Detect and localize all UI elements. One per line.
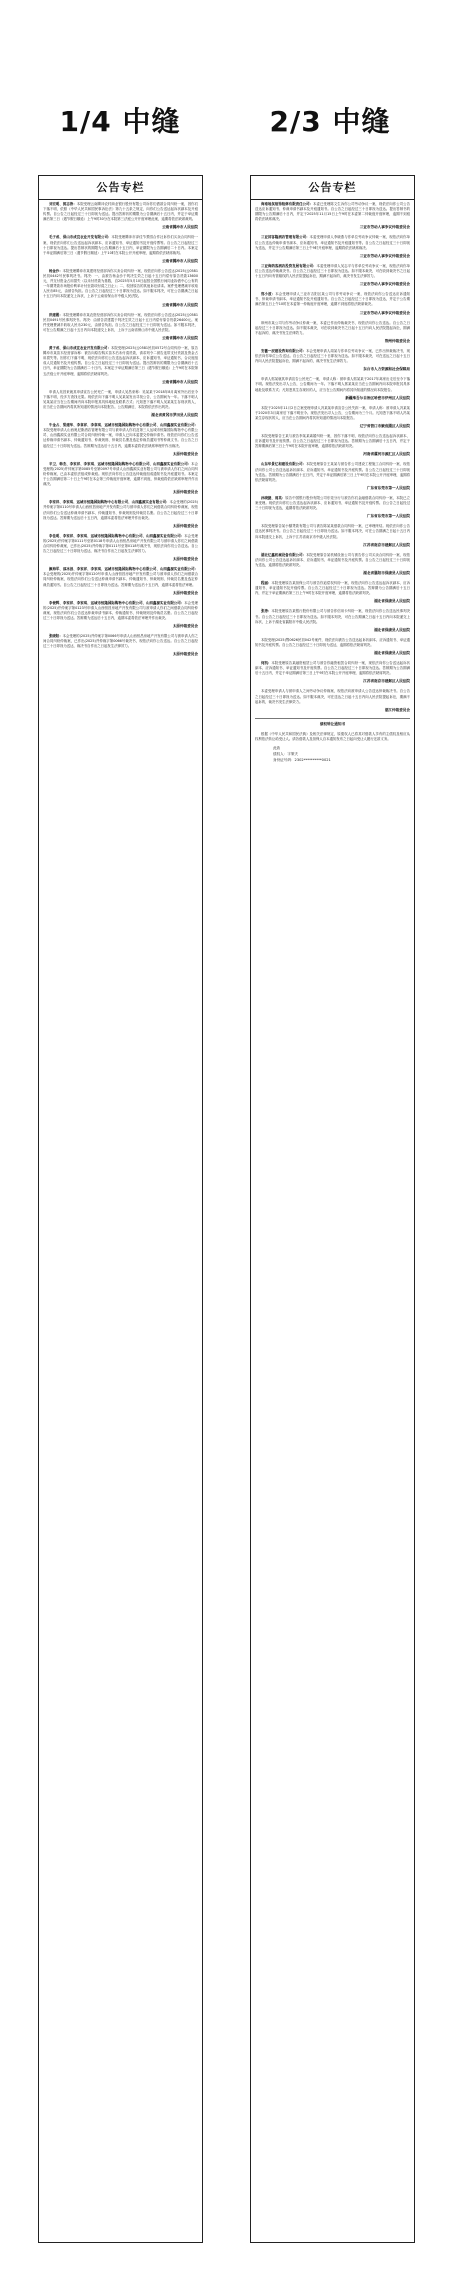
notice-paragraph <box>255 581 410 596</box>
notice-issuer: 湖北省保康县人民法院 <box>374 599 410 604</box>
notice-paragraph <box>255 553 410 568</box>
notice-addressee: 洪建霞： <box>49 312 63 317</box>
notice-paragraph <box>43 534 198 554</box>
notice-paragraph <box>255 661 410 676</box>
notice-body: 本会受理的(2025)并仲案字第0120号申请人山西恒昌房地产开发有限公司与被申请人你们之间借款合同纠纷仲裁案，现依法向你们公告送达仲裁申请书副本、仲裁通知书、仲裁规则、仲裁员名册及选定仲裁员通知书。自公告之日起经过三十日即视为送达。答辩期为送达后十五日内，逾期本委将依法审理。 <box>43 572 198 587</box>
footer-salutation: 此致 <box>273 746 281 751</box>
notice-issuer: 荆州仲裁委员会 <box>384 338 410 343</box>
notice-paragraph <box>255 264 410 279</box>
notice-body: 本院于2025年11月2日立案受理申请人冯某某申请宣告公民失踪一案，申请人称：被申请人冯某某于2020年3月离家后下落不明至今。现依法发出寻人公告，公告期间为三个月。凡知悉下落不明人冯某某生存现状的人，应当在公告期间内将其所知道的情况向本院报告。 <box>255 405 410 420</box>
notice-body: 本会受理申请人周某与你单位劳动争议一案，已作出仲裁裁决书，现依法向你单位公告送达。自公告之日起经过三十日即视为送达。如不服本裁决，可在送达之日起十五日内向人民法院提起诉讼，期满不起诉的，裁决书发生法律效力。 <box>255 348 411 364</box>
notice-paragraph <box>43 462 198 487</box>
notice-body: 本院受理原告某小额贷款有限公司与被告陈某某借款合同纠纷一案，已审理终结。现依法向你公告送达民事判决书。自公告之日起经过三十日即视为送达。如不服本判决，可在公告期满之日起十五日内向本院递交上诉状，上诉于江苏省南京市中级人民法院。 <box>255 524 410 539</box>
notice-issuer: 太原仲裁委员会 <box>172 451 198 456</box>
notice-paragraph <box>255 609 410 624</box>
notice-issuer: 太原仲裁委员会 <box>172 523 198 528</box>
notice-paragraph <box>255 462 410 482</box>
notice-body: 本委受理申请人与被申请人之间劳动争议仲裁案，现依法向被申请人公告送达仲裁裁决书。自公告之日起经过三十日即视为送达。如不服本裁决，可在送达之日起十五日内向人民法院提起诉讼，期满不起诉的，裁决书发生法律效力。 <box>255 689 410 704</box>
notice-paragraph <box>43 346 198 377</box>
notice-body: 申请人吴昌来就其申请宣告公民死亡一案，申请人吴昌来称：吴某某于2018年8月离家外出后至今下落不明，经多方查找无果。现依法向下落不明人吴某某发出寻找公告，公告期间为一年。下落不明人吴某某应当在公告期间内向本院申报其具体地址及联系方式；凡知悉下落不明人吴某某生存现状的人，应当在公告期间内将其所知道的情况向本院报告。公告期满后，本院将依法作出判决。 <box>43 389 198 409</box>
notice-paragraph <box>255 292 410 307</box>
notice-body: 本院受理腾冲市某建材经营部诉你买卖合同纠纷一案，现依法向你公告送达(2025)云0581民初0442号民事判决书。判决：一、由被告杨金沙于判决生效之日起十五日内偿付原告货款13600元，并支付资金占用损失（以未付货款为基数，自2025年5月10日起按全国银行间同业拆借中心公布的一年期贷款市场报价利率计付至款项付清之日止）；二、驳回原告的其他诉讼请求。案件受理费减半收取人民币85元，由被告负担。自公告之日起经过三十日即视为送达。如不服本判决，可在公告期满之日起十五日内向本院递交上诉状，上诉于云南省保山市中级人民法院。 <box>43 268 199 299</box>
notice-body: 本会受理的(2025)并仲案字第0066号申请人山西恒昌房地产开发有限公司与被申请人你之间合同纠纷仲裁案，已作出(2025)并仲裁字第0066号裁决书，现依法向你公告送达。自公告之日起经过三十日即视为送达，裁决书自作出之日起发生法律效力。 <box>43 634 199 649</box>
notice-column-right <box>250 175 415 2243</box>
notice-body: 本院受理原告某融资租赁公司与被告你融资租赁合同纠纷一案，现依法向你公告送达起诉状副本、应诉通知书、举证通知书及开庭传票。自公告之日起经过三十日即视为送达。答辩期为公告期满后十五日内，并定于举证期满后第三日上午9时在本院公开开庭审理，逾期将依法缺席判决。 <box>255 661 411 676</box>
notice-body: 本委已受理陈文生诉你公司劳动争议一案，现依法向你公司公告送达应诉通知书、仲裁申请书副本及开庭通知书。自公告之日起经过三十日即视为送达。提出答辩书的期限为公告期满后十日内，并定于2025年11月15日上午9时在本委第二仲裁庭开庭审理，逾期不到庭将依法缺席裁决。 <box>255 202 411 222</box>
notice-body: 本委受理申请人李晓燕与你单位劳动争议仲裁一案，现依法向你单位公告送达仲裁申请书副本、应诉通知书、举证通知书及开庭通知书等。自公告之日起经过三十日即视为送达，并定于公告期满后第三日上午9时开庭审理，逾期将依法缺席裁决。 <box>255 235 411 250</box>
notice-issuer: 广东省东莞市第一人民法院 <box>366 514 410 519</box>
notice-paragraph <box>255 496 410 511</box>
size-label-quarter: 1/4 中缝 <box>59 105 181 138</box>
notice-paragraph <box>255 406 410 421</box>
notice-issuer: 云南省腾冲市人民法院 <box>162 379 198 384</box>
notice-body: 原告中国银行股份有限公司东莞分行与被告你们金融借款合同纠纷一案，本院已立案受理。现依法向你们公告送达起诉状副本、应诉通知书、举证通知书及开庭传票。自公告之日起经过三十日即视为送达，逾期将依法缺席判决。 <box>255 495 411 511</box>
notice-paragraph <box>43 601 198 621</box>
notice-list <box>39 200 202 667</box>
notice-paragraph <box>43 567 198 587</box>
notice-paragraph <box>43 500 198 520</box>
notice-addressee: 海南地氛装饰装修有限责任公司： <box>261 202 314 206</box>
notice-paragraph <box>255 434 410 449</box>
notice-body: 本院受理申请人山西奥尼斯酒店管理有限公司与被申请人你们及第三人运城市恒隆国际购物中心有限公司、山西鑫源实业有限公司合同纠纷仲裁一案，申请人已向本委提交仲裁申请书。现依法向你们公告送达仲裁申请书副本、仲裁通知书、仲裁规则、仲裁员名册及选定仲裁员通知书等仲裁文书。自公告之日起经过三十日即视为送达。答辩期为送达后十五日内，逾期本委将依法缺席审理并作出裁决。 <box>43 428 198 448</box>
notice-paragraph <box>43 202 198 222</box>
notice-issuer: 三亚市劳动人事争议仲裁委员会 <box>359 310 410 315</box>
notice-addressee: 刘宏明、郭志涛： <box>49 202 77 206</box>
notice-issuer: 新疆维吾尔自治区哈密市伊州区人民法院 <box>345 395 410 400</box>
column-header: 公告专栏 <box>251 176 414 200</box>
notice-body: 申请人郭某就其申请宣告公民死亡一案，申请人称：被申请人郭某某于2017年离家出走后至今下落不明。现依法发出寻人公告，公告期间为一年。下落不明人郭某某应当在公告期间内向本院申报其具体地址及联系方式；凡知悉其生存现状的人，应当在公告期间内将其所知道的情况向本院报告。 <box>255 377 410 392</box>
notice-paragraph <box>43 423 198 448</box>
notice-body: 本院受理原告某银行股份有限公司与被告你信用卡纠纷一案，现依法向你公告送达民事判决书。自公告之日起经过三十日即视为送达。如不服本判决，可在公告期满之日起十五日内向本院递交上诉状，上诉于湖北省襄阳市中级人民法院。 <box>255 609 411 624</box>
notice-addressee: 黄子成、保山市成宜农业开发有限公司： <box>49 346 111 351</box>
notice-paragraph <box>255 321 410 336</box>
notice-issuer: 云南省腾冲市人民法院 <box>162 258 198 263</box>
notice-issuer: 湛江仲裁委员会 <box>384 707 410 712</box>
notice-body: 本院受理原告王某某与被告你公司建设工程施工合同纠纷一案，现依法向你公司公告送达起诉状副本、应诉通知书、举证通知书及开庭传票。自公告之日起经过三十日即视为送达。答辩期为公告期满后十五日内，并定于举证期满后第三日上午9时在本院公开开庭审理，逾期将依法缺席判决。 <box>255 462 411 482</box>
notice-issuer: 太原仲裁委员会 <box>172 652 198 657</box>
notice-issuer: 太原仲裁委员会 <box>172 624 198 629</box>
notice-addressee: 程丽： <box>261 581 272 586</box>
notice-issuer: 湖北省保康县人民法院 <box>374 627 410 632</box>
notice-addressee: 湖北亿鑫机械设备有限公司： <box>261 552 307 557</box>
notice-body: 荆州市某公司与你劳动争议仲裁一案，本委已作出仲裁裁决书，现依法向你公告送达。自公告之日起经过三十日即视为送达。如不服本裁决，可在收到裁决书之日起十五日内向人民法院提起诉讼，期满不起诉的，裁决书发生法律效力。 <box>255 320 410 335</box>
notice-body: 本会受理的(2025)并仲案字第0085号至第0097号申请人山西鑫源实业有限公司与被申请人你们之间合同纠纷仲裁案，已由本委依法组成仲裁庭。现依法向你们公告送达仲裁庭组成通知书及开庭通知书。本案定于公告期满后第二十日上午9时在本会第三仲裁庭开庭审理，逾期不到庭，仲裁庭将依法缺席审理并作出裁决。 <box>43 461 198 487</box>
notice-addressee: 三亚海纳客酒店投资发展有限公司： <box>261 263 317 268</box>
notice-body: 本院受理原告王某与被告李某某离婚纠纷一案，因你下落不明，现依法向你公告送达起诉状副本、应诉通知书及开庭传票。自公告之日起经过三十日即视为送达。答辩期为公告期满后十五日内，并定于答辩期满后第三日上午9时在本院开庭审理，逾期将依法缺席判决。 <box>255 434 410 449</box>
notice-body: 本院受理腾冲市某农资经营部诉你买卖合同纠纷一案，现依法向你公告送达(2025)云0581民初0491号民事判决书。判决：由被告洪建霞于判决生效之日起十五日内偿付原告货款26400元。案件受理费减半收取人民币230元，由被告负担。自公告之日起经过三十日即视为送达。如不服本判决，可在公告期满之日起十五日内向本院递交上诉状，上诉于云南省保山市中级人民法院。 <box>43 312 199 332</box>
notice-issuer: 三亚市劳动人事争议仲裁委员会 <box>359 253 410 258</box>
notice-issuer: 三亚市劳动人事争议仲裁委员会 <box>359 282 410 287</box>
notice-body: 本会受理的(2025)并仲案字第0111号至第0118号申请人山西恒昌房地产开发有限公司与被申请人你们之间借款合同纠纷仲裁案，已作出(2025)并仲裁字第0111号至第0118号裁决书，现依法向你们公告送达。自公告之日起经过三十日即视为送达，裁决书自作出之日起发生法律效力。 <box>43 533 199 554</box>
notice-issuer: 太原仲裁委员会 <box>172 557 198 562</box>
notice-body: 本院受理(2025)鄂0626民初042号案件，现依法向被告公告送达起诉状副本、应诉通知书、举证通知书及开庭传票。自公告之日起经过三十日即视为送达，逾期将依法缺席判决。 <box>255 637 410 647</box>
notice-addressee: 郑小波： <box>261 292 276 297</box>
size-label-two-thirds: 2/3 中缝 <box>269 105 391 138</box>
notice-addressee: 毛子成、保山市成宜农业开发有限公司： <box>49 235 112 240</box>
notice-issuer: 湖北省襄阳市保康县人民法院 <box>363 570 410 575</box>
notice-paragraph <box>43 235 198 255</box>
notice-issuer: 湖北省保康县人民法院 <box>374 651 410 655</box>
notice-addressee: 安徽一辰建设咨询有限公司： <box>261 348 307 353</box>
notice-addressee: 山东华景亿和建设有限公司： <box>261 462 307 467</box>
notice-paragraph <box>255 638 410 648</box>
footer-heading: 债权转让通知书 <box>319 721 346 726</box>
notice-issuer: 江苏省南京市建邺区人民法院 <box>363 679 410 684</box>
notice-issuer: 云南省腾冲市人民法院 <box>162 225 198 230</box>
notice-issuer: 湖北省黄冈市罗田县人民法院 <box>151 413 198 418</box>
notice-issuer: 东台市人力资源和社会保障局 <box>363 367 410 372</box>
notice-addressee: 李佳明、李家祥、李家琪、运城市恒隆国际购物中心有限公司、山西鑫源实业有限公司： <box>49 533 185 538</box>
notice-issuer: 云南省腾冲市人民法院 <box>162 302 198 307</box>
notice-list <box>251 200 414 767</box>
notice-issuer: 云南省腾冲市人民法院 <box>162 335 198 340</box>
notice-body: 本院受理原告某机械设备公司与被告你公司买卖合同纠纷一案，现依法向你公司公告送达起诉状副本、应诉通知书、举证通知书及开庭传票。自公告之日起经过三十日即视为送达，逾期将依法缺席判决。 <box>255 552 411 567</box>
notice-addressee: 杨金沙： <box>49 268 63 273</box>
notice-addressee: 李俊辉、李家祥、李家琪、运城市恒隆国际购物中心有限公司、山西鑫源实业有限公司： <box>49 600 185 605</box>
notice-issuer: 河南省漯河市源汇区人民法院 <box>363 452 410 457</box>
notice-paragraph <box>43 269 198 300</box>
notice-body: 本院受理腾冲市泽佳节景园合作社诉你们买卖合同纠纷一案，现依法向你们公告送达起诉状副本、应诉通知书、举证通知书及开庭传票等。自公告之日起经过三十日即视为送达。提出答辩状的期限为公告期满后十五日内，举证期限为公告期满后二十日内。本案定于举证期满后第三日（遇节假日顺延）上午10时在本院公开开庭审理，逾期将依法缺席裁判。 <box>43 235 199 255</box>
notice-body: 本会受理申请人三亚市吉阳区某公司与你劳动争议一案，现依法向你公告送达应诉通知书、仲裁申请书副本、举证通知书及开庭通知书。自公告之日起经过三十日即视为送达，并定于公告期满后第五日上午10时在本委第一仲裁庭开庭审理，逾期不到庭将依法缺席裁决。 <box>255 292 411 307</box>
notice-body: 本委受理申请人吴志平与你单位劳动争议一案，现依法向你单位公告送达仲裁裁决书。自公告之日起经过三十日即视为送达。如不服本裁决，可在收到裁决书之日起十五日内向有管辖权的人民法院提起诉讼，期满不起诉的，裁决书发生法律效力。 <box>255 263 411 279</box>
notice-paragraph <box>43 634 198 649</box>
notice-issuer: 辽宁省营口市鲅鱼圈区人民法院 <box>359 424 410 428</box>
notice-addressee: 牛金占、梁建华、李章祥、李章琪、运城市恒隆国际购物中心有限公司、山西鑫源实业有限公司： <box>49 423 198 428</box>
notice-paragraph <box>43 313 198 333</box>
notice-body: 本院受理原告某担保公司与被告你追偿权纠纷一案，现依法向你公告送达起诉状副本、应诉通知书、举证通知书及开庭传票。自公告之日起经过三十日即视为送达。答辩期为公告期满后十五日内，并定于举证期满后第三日上午9时在本院开庭审理，逾期将依法缺席判决。 <box>255 581 411 596</box>
notice-addressee: 张涛： <box>261 609 272 614</box>
notice-addressee: 张晓阳： <box>49 634 63 639</box>
notice-addressee: 李家祥、李家琪、运城市恒隆国际购物中心有限公司、山西鑫源实业有限公司： <box>49 500 170 505</box>
notice-body: 本院受理(2025)云0581民初0572号合同纠纷一案，原告腾冲市某苗木经营部诉称：被告向原告购买苗木后未付清货款，请求判令二被告连带支付货款及资金占用损失等。因你们下落不明，现依法向你们公告送达起诉状副本、应诉通知书、举证通知书、合议庭组成人员通知书及开庭传票。自公告之日起经过三十日即视为送达。提出答辩状的期限为公告期满后十五日内，举证期限为公告期满后二十日内。本案定于举证期满后第三日（遇节假日顺延）上午9时在本院第五法庭公开开庭审理，逾期将依法缺席判决。 <box>43 346 199 376</box>
notice-issuer: 广东省东莞市第一人民法院 <box>366 485 410 490</box>
divider <box>255 718 410 719</box>
notice-body: 本院受理云南腾冲农村商业银行股份有限公司诉你们借款合同纠纷一案，因你们下落不明，依照《中华人民共和国民事诉讼法》第九十五条之规定，向你们公告送达起诉状副本及开庭传票。自公告之日起经过三十日即视为送达。提出答辩状的期限为公告期满后十五日内，并定于举证期满后第三日（遇节假日顺延）上午9时30分在本院第三法庭公开开庭审理此案，逾期将依法缺席裁判。 <box>43 202 199 222</box>
notice-addressee: 颜海军、邵冰剑、李家祥、李家琪、运城市恒隆国际购物中心有限公司、山西鑫源实业有限公司： <box>49 567 198 572</box>
notice-addressee: 辛卫、韩杰、李家祥、李家琪、运城市恒隆国际购物中心有限公司、山西鑫源实业有限公司： <box>49 461 192 466</box>
column-header: 公告专栏 <box>39 176 202 200</box>
footer-text: 根据《中华人民共和国民法典》及相关法律规定，原债权人已将其对借款人享有的主债权及相应从权利依法转让给受让人。请各借款人及担保人自本通知发布之日起向受让人履行还款义务。 <box>255 731 410 742</box>
notice-paragraph <box>255 235 410 250</box>
notice-addressee: 孙晓捷、周英： <box>261 495 286 500</box>
notice-paragraph <box>255 349 410 364</box>
notice-column-left <box>38 175 203 2243</box>
notice-paragraph <box>255 524 410 539</box>
notice-paragraph <box>255 689 410 704</box>
notice-paragraph <box>43 390 198 410</box>
notice-body: 本会受理的(2025)并仲案字第0110号申请人山西恒昌房地产开发有限公司与被申请人你们之间借款合同纠纷仲裁案，现依法向你们公告送达仲裁申请书副本、仲裁通知书、仲裁规则及仲裁员名册。自公告之日起经过三十日即视为送达。答辩期为送达后十五日内，逾期本委将依法审理并作出裁决。 <box>43 500 199 520</box>
notice-addressee: 何凯： <box>261 661 272 666</box>
notice-issuer: 三亚市劳动人事争议仲裁委员会 <box>359 225 410 230</box>
notice-body: 本会受理的(2025)并仲案字第0123号申请人山西恒昌房地产开发有限公司与被申请人你们之间借款合同纠纷仲裁案，现依法向你们公告送达仲裁申请书副本、仲裁通知书、仲裁规则及仲裁员名册。自公告之日起经过三十日即视为送达。答辩期为送达后十五日内，逾期本委将依法审理并作出裁决。 <box>43 600 199 620</box>
footer-record-number: 身份证号码：2302**********0021 <box>273 758 331 763</box>
notice-issuer: 江苏省南京市建邺区人民法院 <box>363 542 410 547</box>
footer-authorized-by: 债权人：宇策夫 <box>273 752 299 757</box>
notice-issuer: 太原仲裁委员会 <box>172 590 198 595</box>
notice-paragraph <box>255 202 410 222</box>
notice-addressee: 三亚邦客隆酒店管理有限公司： <box>261 235 310 240</box>
notice-paragraph <box>255 377 410 392</box>
notice-issuer: 太原仲裁委员会 <box>172 490 198 495</box>
